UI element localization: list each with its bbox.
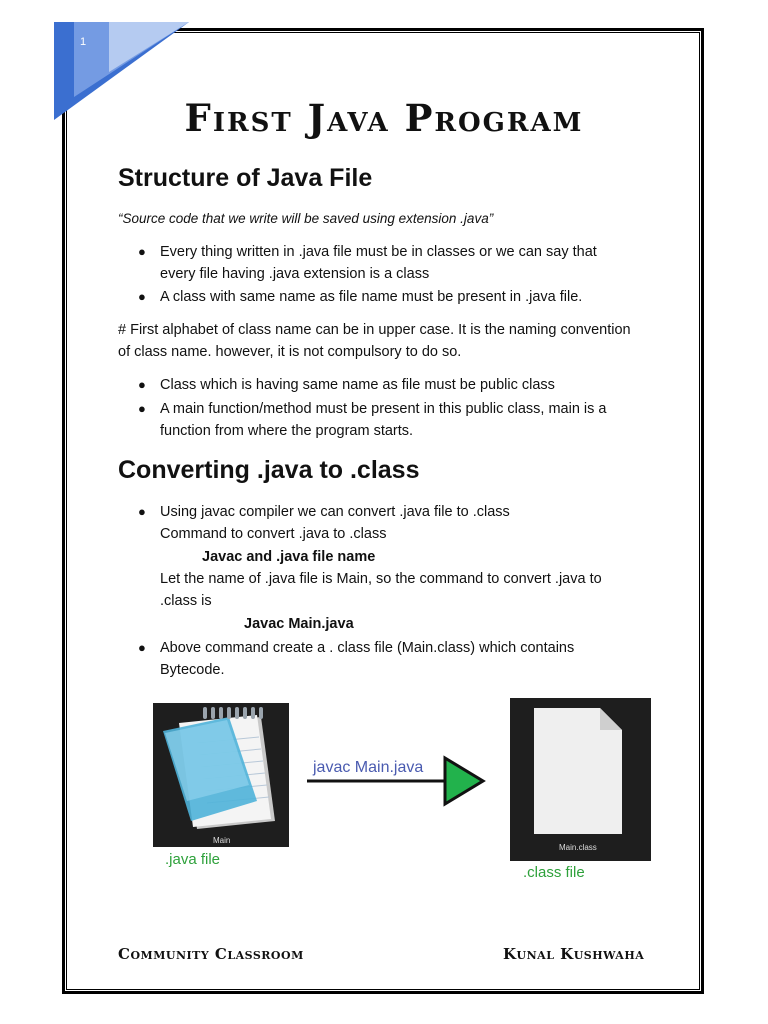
quote-text: “Source code that we write will be saved using extension .java” <box>118 211 494 226</box>
footer-right: Kunal Kushwaha <box>503 945 645 963</box>
file-name-label: Main <box>213 836 231 845</box>
bullet-icon: ● <box>138 504 146 519</box>
note-line: of class name. however, it is not compulsory to do so. <box>118 344 462 360</box>
file-icon <box>510 698 651 861</box>
section-heading-structure: Structure of Java File <box>118 164 373 192</box>
class-file-caption: .class file <box>523 864 585 881</box>
section-heading-converting: Converting .java to .class <box>118 456 420 484</box>
java-file-image <box>153 703 289 847</box>
page-number: 1 <box>80 36 87 48</box>
command-text: Javac Main.java <box>244 616 354 632</box>
file-name-label: Main.class <box>559 843 597 852</box>
bullet-icon: ● <box>138 377 146 392</box>
arrow-label: javac Main.java <box>313 759 424 776</box>
bullet-icon: ● <box>138 244 146 259</box>
footer-left: Community Classroom <box>118 945 304 963</box>
command-text: Javac and .java file name <box>202 549 376 565</box>
java-file-caption: .java file <box>165 851 221 868</box>
bullet-icon: ● <box>138 640 146 655</box>
arrow-icon <box>305 752 490 812</box>
page-title: First Java Program <box>184 96 584 140</box>
bullet-icon: ● <box>138 289 146 304</box>
bullet-icon: ● <box>138 401 146 416</box>
class-file-image <box>510 698 651 861</box>
note-line: # First alphabet of class name can be in upper case. It is the naming convention <box>118 322 631 338</box>
notepad-icon <box>153 703 289 847</box>
